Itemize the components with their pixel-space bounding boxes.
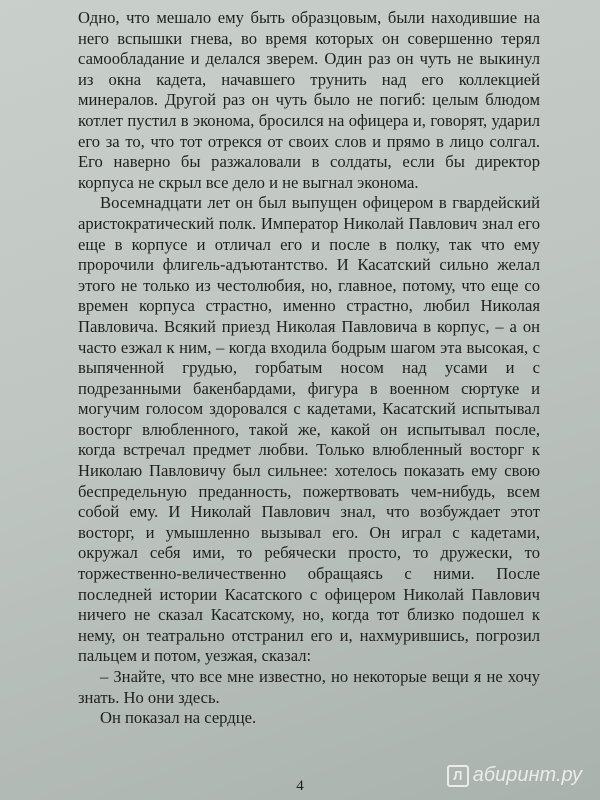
labirint-watermark <box>447 764 582 787</box>
paragraph-1: Одно, что мешало ему быть образцовым, были находившие на него вспышки гнева, во время которых он совершенно терял самообладание и делался зверем. Один раз он чуть не выкинул из окна кадета, начавшего трунить над его коллекцией минералов. Другой раз он чуть было не погиб: целым блюдом котлет пустил в эконома, бросился на офицера и, говорят, ударил его за то, что тот отрекся от своих слов и прямо в лицо солгал. Его наверно бы разжаловали в солдаты, если бы директор корпуса не скрыл все дело и не выгнал эконома. <box>78 8 540 192</box>
page-number: 4 <box>296 778 304 794</box>
paragraph-2: Восемнадцати лет он был выпущен офицером в гвардейский аристократический полк. Император Николай Павлович знал его еще в корпусе и отличал его и после в полку, так что ему пророчили флигель-адъютантство. И Касатский сильно желал этого не только из честолюбия, но, главное, потому, что еще со времен корпуса страстно, именно страстно, любил Николая Павловича. Всякий приезд Николая Павловича в корпус, – а он часто езжал к ним, – когда входила бодрым шагом эта высокая, с выпяченной грудью, горбатым носом над усами и с подрезанными бакенбардами, фигура в военном сюртуке и могучим голосом здоровался с кадетами, Касатский испытывал восторг влюбленного, такой же, какой он испытывал после, когда встречал предмет любви. Только влюбленный восторг к Николаю Павловичу был сильнее: хотелось показать ему свою беспредельную преданность, пожертвовать чем-нибудь, всем собой ему. И Николай Павлович знал, что возбуждает этот восторг, и умышленно вызывал его. Он играл с кадетами, окружал себя ими, то ребячески просто, то дружески, то торжественно-величественно обращаясь с ними. После последней истории Касатского с офицером Николай Павлович ничего не сказал Касатскому, но, когда тот близко подошел к нему, он театрально отстранил его и, нахмурившись, погрозил пальцем и потом, уезжая, сказал: <box>78 193 540 666</box>
paragraph-4: Он показал на сердце. <box>100 708 257 728</box>
watermark-text: абиринт.ру <box>472 764 582 786</box>
labirint-logo-icon: Л <box>447 765 469 787</box>
paragraph-3: – Знайте, что все мне известно, но некоторые вещи я не хочу знать. Но они здесь. <box>78 667 540 707</box>
page-body-text <box>78 8 540 729</box>
